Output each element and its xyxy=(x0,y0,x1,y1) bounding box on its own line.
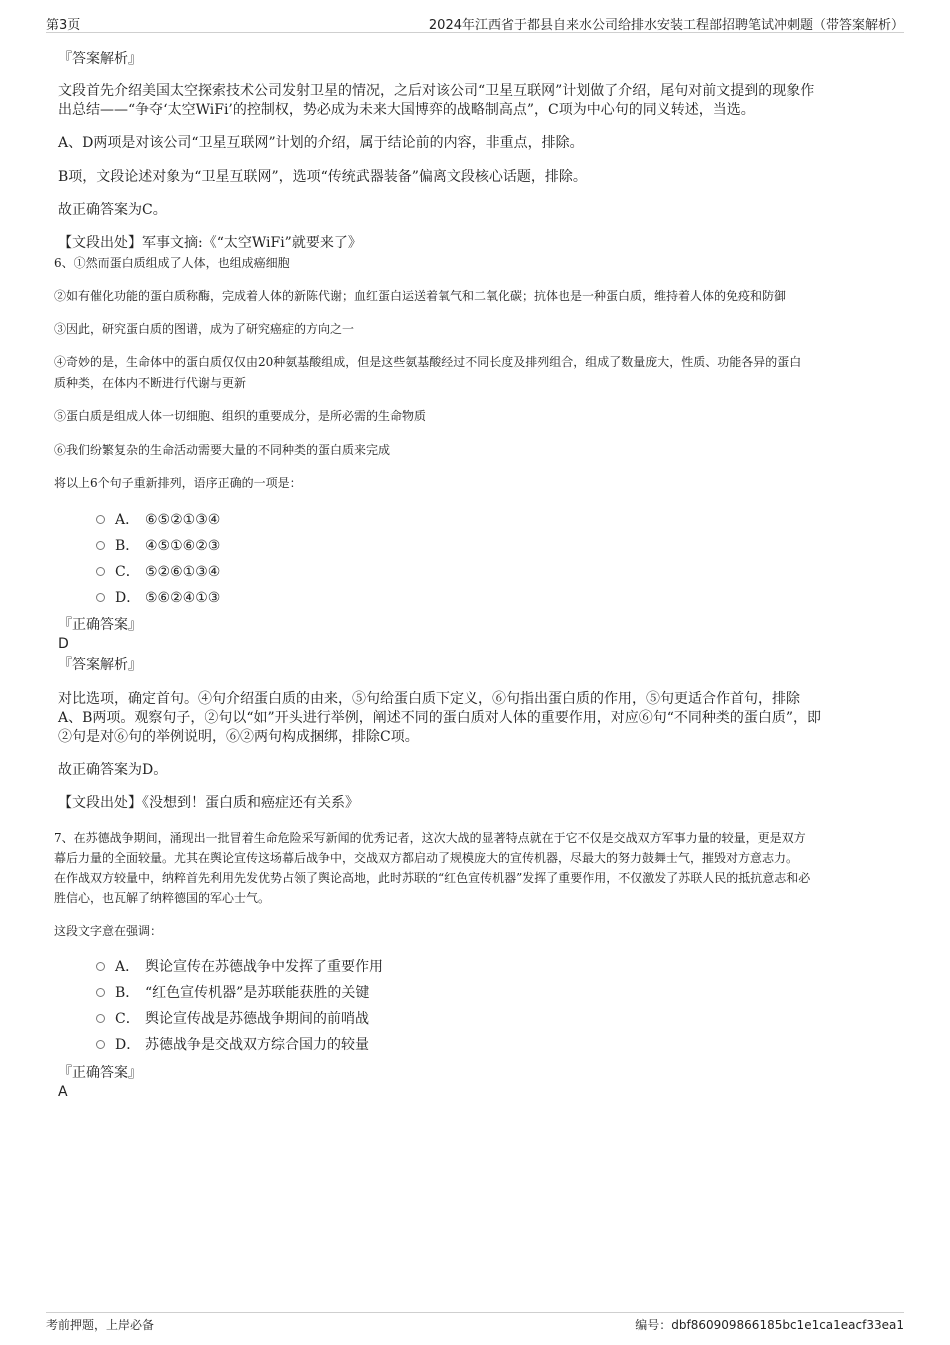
q7-stem-line-2: 幕后力量的全面较量。尤其在舆论宣传这场幕后战争中，交战双方都启动了规模庞大的宣传机器，尽最大的努力鼓舞士气，摧毁对方意志力。 xyxy=(54,851,799,865)
radio-icon[interactable] xyxy=(96,593,105,602)
q6-conclusion: 故正确答案为D。 xyxy=(58,762,168,778)
q5-conclusion: 故正确答案为C。 xyxy=(58,202,167,218)
q6-sentence-2: ②如有催化功能的蛋白质称酶，完成着人体的新陈代谢；血红蛋白运送着氧气和二氧化碳；抗体也是一种蛋白质，维持着人体的免疫和防御 xyxy=(54,289,787,303)
footer-divider xyxy=(46,1312,904,1313)
q6-option-b[interactable]: B． ④⑤①⑥②③ xyxy=(96,537,220,555)
q6-answer-title: 『正确答案』 xyxy=(58,617,142,633)
q5-analysis-b: B项，文段论述对象为“卫星互联网”，选项“传统武器装备”偏离文段核心话题，排除。 xyxy=(58,169,587,185)
radio-icon[interactable] xyxy=(96,988,105,997)
q7-option-c[interactable]: C． 舆论宣传战是苏德战争期间的前哨战 xyxy=(96,1010,369,1028)
q5-analysis-title: 『答案解析』 xyxy=(58,51,142,67)
radio-icon[interactable] xyxy=(96,515,105,524)
q6-sentence-3: ③因此，研究蛋白质的图谱，成为了研究癌症的方向之一 xyxy=(54,322,355,336)
q7-stem-line-1: 7、在苏德战争期间，涌现出一批冒着生命危险采写新闻的优秀记者，这次大战的显著特点就在于它不仅是交战双方军事力量的较量，更是双方 xyxy=(54,831,806,845)
q7-answer: A xyxy=(58,1084,68,1100)
q6-sentence-6: ⑥我们纷繁复杂的生命活动需要大量的不同种类的蛋白质来完成 xyxy=(54,443,391,457)
q7-stem-line-4: 胜信心，也瓦解了纳粹德国的军心士气。 xyxy=(54,891,271,905)
radio-icon[interactable] xyxy=(96,567,105,576)
q6-prompt: 将以上6个句子重新排列，语序正确的一项是： xyxy=(54,476,302,490)
footer-slogan: 考前押题，上岸必备 xyxy=(46,1318,155,1332)
radio-icon[interactable] xyxy=(96,962,105,971)
q7-option-d[interactable]: D． 苏德战争是交战双方综合国力的较量 xyxy=(96,1036,369,1054)
radio-icon[interactable] xyxy=(96,1014,105,1023)
q6-option-a[interactable]: A． ⑥⑤②①③④ xyxy=(96,511,220,529)
q6-sentence-5: ⑤蛋白质是组成人体一切细胞、组织的重要成分，是所必需的生命物质 xyxy=(54,409,427,423)
radio-icon[interactable] xyxy=(96,1040,105,1049)
document-title: 2024年江西省于都县自来水公司给排水安装工程部招聘笔试冲刺题（带答案解析） xyxy=(428,18,904,33)
document-id: 编号：dbf860909866185bc1e1ca1eacf33ea1 xyxy=(635,1318,904,1332)
radio-icon[interactable] xyxy=(96,541,105,550)
q6-analysis-line-2: A、B两项。观察句子，②句以“如”开头进行举例，阐述不同的蛋白质对人体的重要作用，对应⑥句“不同种类的蛋白质”，即 xyxy=(58,710,822,726)
q7-stem-line-3: 在作战双方较量中，纳粹首先利用先发优势占领了舆论高地，此时苏联的“红色宣传机器”发挥了重要作用，不仅激发了苏联人民的抵抗意志和必 xyxy=(54,871,811,885)
q6-option-d[interactable]: D． ⑤⑥②④①③ xyxy=(96,589,220,607)
q7-prompt: 这段文字意在强调： xyxy=(54,924,163,938)
q6-analysis-line-3: ②句是对⑥句的举例说明，⑥②两句构成捆绑，排除C项。 xyxy=(58,729,419,745)
q6-sentence-1: 6、①然而蛋白质组成了人体，也组成癌细胞 xyxy=(54,256,290,270)
q7-option-a[interactable]: A． 舆论宣传在苏德战争中发挥了重要作用 xyxy=(96,958,383,976)
q7-answer-title: 『正确答案』 xyxy=(58,1065,142,1081)
q5-source: 【文段出处】军事文摘:《“太空WiFi”就要来了》 xyxy=(58,235,362,251)
q5-analysis-line-1: 文段首先介绍美国太空探索技术公司发射卫星的情况，之后对该公司“卫星互联网”计划做了介绍，尾句对前文提到的现象作 xyxy=(58,83,815,99)
q6-source: 【文段出处】《没想到！蛋白质和癌症还有关系》 xyxy=(58,795,359,811)
q6-option-c[interactable]: C． ⑤②⑥①③④ xyxy=(96,563,220,581)
q6-analysis-title: 『答案解析』 xyxy=(58,657,142,673)
q6-answer: D xyxy=(58,636,69,652)
q6-analysis-line-1: 对比选项，确定首句。④句介绍蛋白质的由来，⑤句给蛋白质下定义，⑥句指出蛋白质的作用，⑤句更适合作首句，排除 xyxy=(58,691,800,707)
q6-sentence-4-line-1: ④奇妙的是，生命体中的蛋白质仅仅由20种氨基酸组成，但是这些氨基酸经过不同长度及排列组合，组成了数量庞大，性质、功能各异的蛋白 xyxy=(54,355,802,369)
q5-analysis-ad: A、D两项是对该公司“卫星互联网”计划的介绍，属于结论前的内容，非重点，排除。 xyxy=(58,135,584,151)
q5-analysis-line-2: 出总结——“争夺‘太空WiFi’的控制权，势必成为未来大国博弈的战略制高点”，C项为中心句的同义转述，当选。 xyxy=(58,102,755,118)
q7-option-b[interactable]: B． “红色宣传机器”是苏联能获胜的关键 xyxy=(96,984,369,1002)
page-number: 第3页 xyxy=(46,18,81,33)
q6-sentence-4-line-2: 质种类，在体内不断进行代谢与更新 xyxy=(54,376,247,390)
header-divider xyxy=(46,32,904,33)
